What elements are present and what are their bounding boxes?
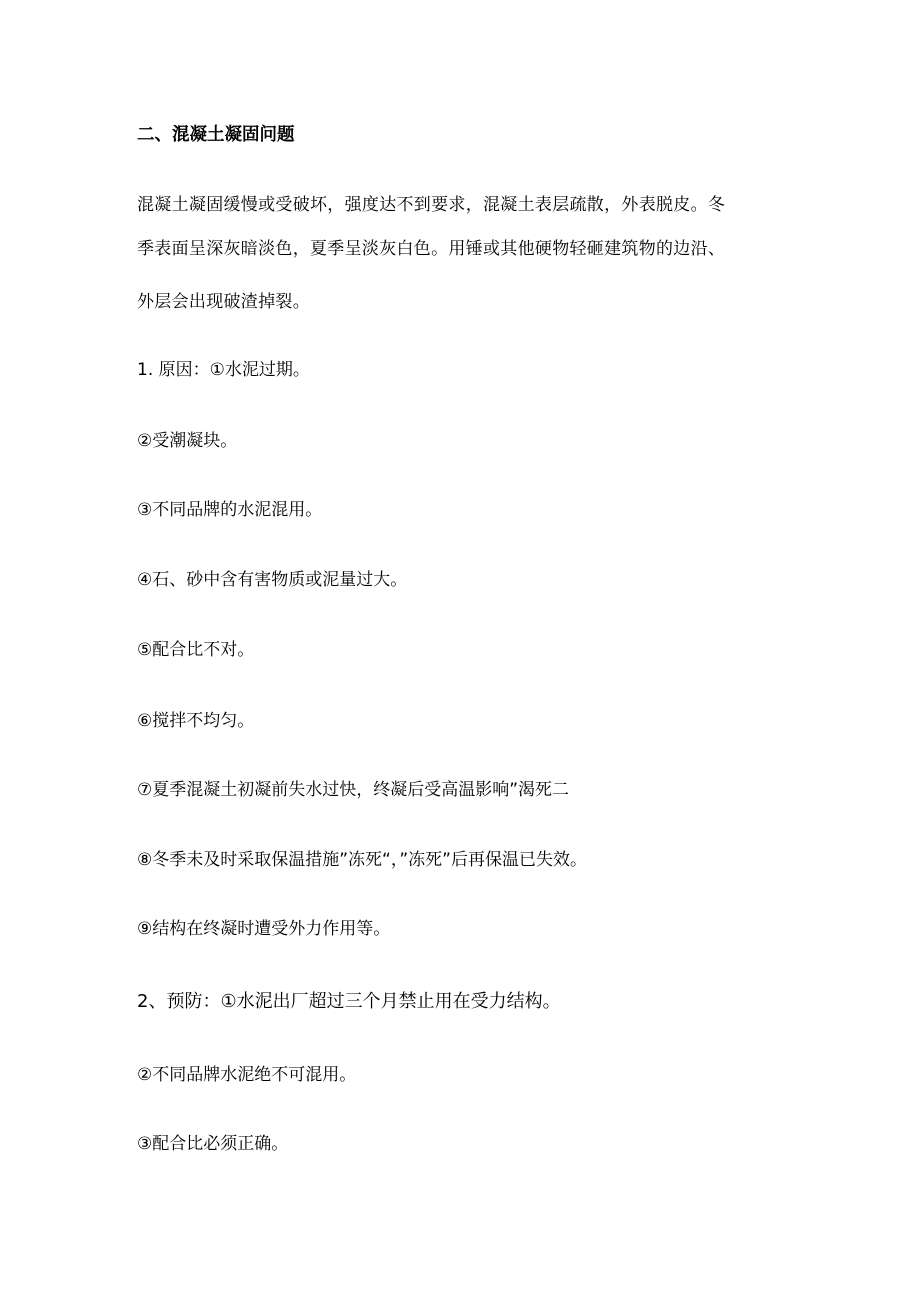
prevention-item-3: ③配合比必须正确。 (137, 1134, 289, 1154)
cause-item-8: ⑧冬季未及时采取保温措施”冻死“，”冻死”后再保温已失效。 (137, 850, 587, 870)
cause-item-6: ⑥搅拌不均匀。 (137, 711, 255, 731)
intro-line-3: 外层会出现破渣掉裂。 (137, 292, 310, 312)
cause-item-7: ⑦夏季混凝土初凝前失水过快，终凝后受高温影响”渴死二 (137, 780, 570, 800)
cause-item-2: ②受潮凝块。 (137, 431, 238, 451)
intro-line-1: 混凝土凝固缓慢或受破坏，强度达不到要求，混凝土表层疏散，外表脱皮。冬 (137, 195, 726, 215)
cause-item-4: ④石、砂中含有害物质或泥量过大。 (137, 570, 408, 590)
cause-item-9: ⑨结构在终凝时遭受外力作用等。 (137, 919, 391, 939)
section-heading: 二、混凝土凝固问题 (137, 125, 295, 145)
cause-item-3: ③不同品牌的水泥混用。 (137, 500, 323, 520)
prevention-item-2: ②不同品牌水泥绝不可混用。 (137, 1065, 357, 1085)
cause-item-5: ⑤配合比不对。 (137, 640, 255, 660)
intro-line-2: 季表面呈深灰暗淡色，夏季呈淡灰白色。用锤或其他硬物轻砸建筑物的边沿、 (137, 239, 726, 259)
cause-item-1: 1. 原因：①水泥过期。 (137, 360, 310, 380)
prevention-item-1: 2、预防：①水泥出厂超过三个月禁止用在受力结构。 (137, 991, 561, 1012)
